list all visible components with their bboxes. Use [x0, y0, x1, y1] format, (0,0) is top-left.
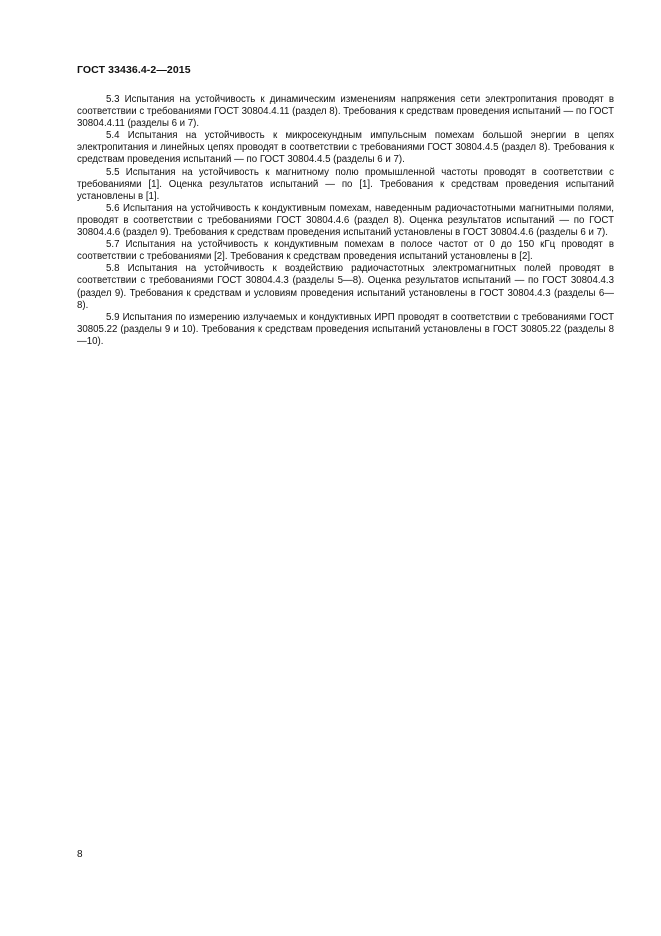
paragraph-5-8: 5.8 Испытания на устойчивость к воздействию радиочастотных электромагнитных полей проводят в соответствии с требованиями ГОСТ 30804.4.3 (разделы 5—8). Оценка результатов испытаний — по ГОСТ 30804.4.3 (раздел 9). Требования к средствам и условиям проведения испытаний установлены в ГОСТ 30804.4.3 (разделы 6—8).: [77, 263, 614, 311]
document-body: [77, 94, 614, 348]
paragraph-5-6: 5.6 Испытания на устойчивость к кондуктивным помехам, наведенным радиочастотными магнитными полями, проводят в соответствии с требованиями ГОСТ 30804.4.6 (раздел 8). Оценка результатов испытаний — по ГОСТ 30804.4.6 (раздел 9). Требования к средствам проведения испытаний установлены в ГОСТ 30804.4.6 (разделы 6 и 7).: [77, 202, 614, 239]
paragraph-5-4: 5.4 Испытания на устойчивость к микросекундным импульсным помехам большой энергии в цепях электропитания и линейных цепях проводят в соответствии с требованиями ГОСТ 30804.4.5 (раздел 8). Требования к средствам проведения испытаний — по ГОСТ 30804.4.5 (разделы 6 и 7).: [77, 130, 614, 166]
page-number: 8: [77, 849, 83, 860]
paragraph-5-3: 5.3 Испытания на устойчивость к динамическим изменениям напряжения сети электропитания проводят в соответствии с требованиями ГОСТ 30804.4.11 (раздел 8). Требования к средствам проведения испытаний — по ГОСТ 30804.4.11 (разделы 6 и 7).: [77, 94, 614, 130]
paragraph-5-9: 5.9 Испытания по измерению излучаемых и кондуктивных ИРП проводят в соответствии с требованиями ГОСТ 30805.22 (разделы 9 и 10). Требования к средствам проведения испытаний установлены в ГОСТ 30805.22 (разделы 8—10).: [77, 311, 614, 347]
paragraph-5-5: 5.5 Испытания на устойчивость к магнитному полю промышленной частоты проводят в соответствии с требованиями [1]. Оценка результатов испытаний — по [1]. Требования к средствам проведения испытаний установлены в [1].: [77, 166, 614, 202]
document-header: ГОСТ 33436.4-2—2015: [77, 64, 191, 76]
paragraph-5-7: 5.7 Испытания на устойчивость к кондуктивным помехам в полосе частот от 0 до 150 кГц проводят в соответствии с требованиями [2]. Требования к средствам проведения испытаний установлены в [2].: [77, 239, 614, 263]
